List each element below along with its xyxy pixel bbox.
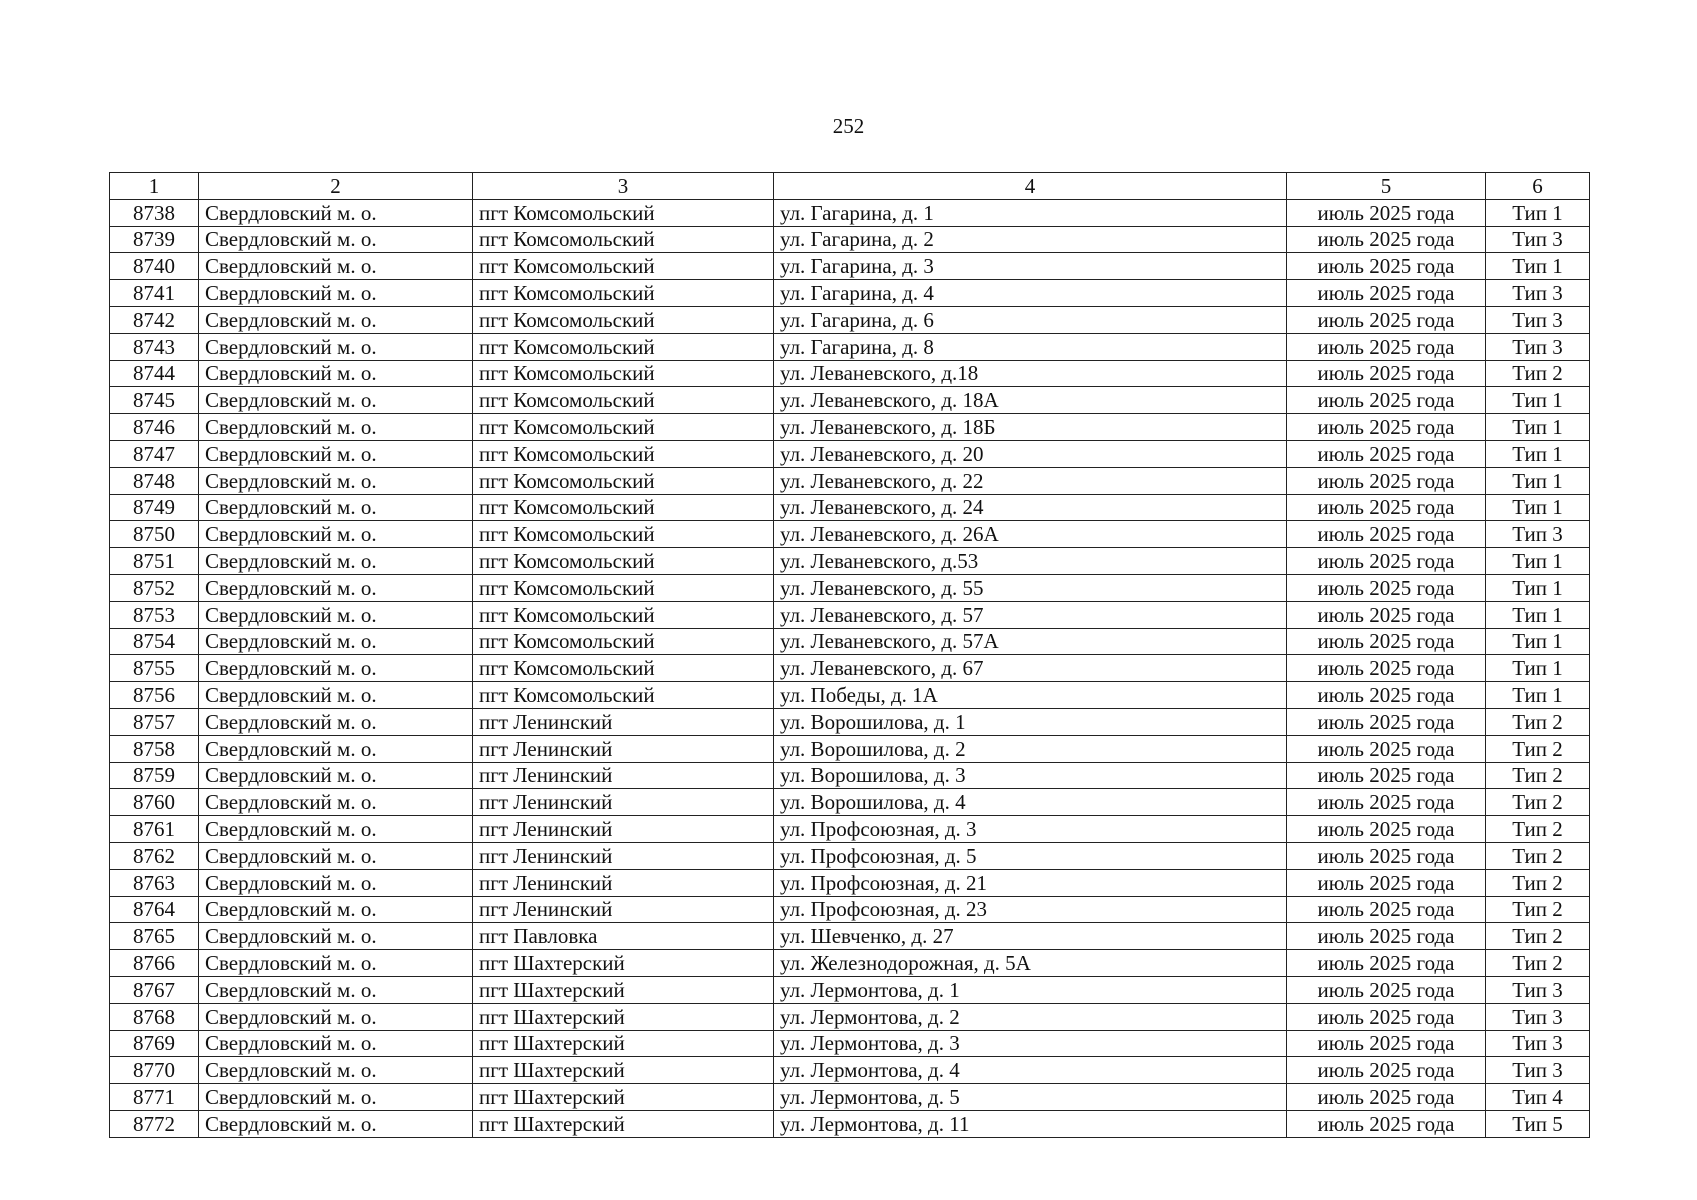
table-row [110, 655, 1590, 682]
date-cell: июль 2025 года [1287, 1110, 1486, 1137]
table-row [110, 574, 1590, 601]
column-header-6: 6 [1486, 173, 1590, 200]
date-cell: июль 2025 года [1287, 387, 1486, 414]
date-cell: июль 2025 года [1287, 1057, 1486, 1084]
row-number-cell: 8750 [110, 521, 199, 548]
column-header-1: 1 [110, 173, 199, 200]
settlement-cell: пгт Комсомольский [473, 440, 774, 467]
table-row [110, 521, 1590, 548]
row-number-cell: 8758 [110, 735, 199, 762]
row-number-cell: 8771 [110, 1084, 199, 1111]
date-cell: июль 2025 года [1287, 950, 1486, 977]
district-cell: Свердловский м. о. [199, 896, 473, 923]
type-cell: Тип 1 [1486, 655, 1590, 682]
settlement-cell: пгт Павловка [473, 923, 774, 950]
table-row [110, 226, 1590, 253]
address-cell: ул. Лермонтова, д. 3 [774, 1030, 1287, 1057]
row-number-cell: 8738 [110, 199, 199, 226]
settlement-cell: пгт Шахтерский [473, 1084, 774, 1111]
address-cell: ул. Ворошилова, д. 2 [774, 735, 1287, 762]
column-header-2: 2 [199, 173, 473, 200]
district-cell: Свердловский м. о. [199, 360, 473, 387]
address-cell: ул. Лермонтова, д. 1 [774, 976, 1287, 1003]
address-cell: ул. Ворошилова, д. 4 [774, 789, 1287, 816]
address-cell: ул. Гагарина, д. 2 [774, 226, 1287, 253]
type-cell: Тип 2 [1486, 789, 1590, 816]
settlement-cell: пгт Ленинский [473, 896, 774, 923]
page-number: 252 [832, 114, 865, 138]
settlement-cell: пгт Комсомольский [473, 387, 774, 414]
date-cell: июль 2025 года [1287, 199, 1486, 226]
type-cell: Тип 1 [1486, 467, 1590, 494]
date-cell: июль 2025 года [1287, 842, 1486, 869]
date-cell: июль 2025 года [1287, 869, 1486, 896]
district-cell: Свердловский м. о. [199, 869, 473, 896]
date-cell: июль 2025 года [1287, 708, 1486, 735]
address-cell: ул. Леваневского, д. 57А [774, 628, 1287, 655]
row-number-cell: 8751 [110, 548, 199, 575]
address-cell: ул. Гагарина, д. 4 [774, 280, 1287, 307]
table-row [110, 494, 1590, 521]
table-row [110, 923, 1590, 950]
date-cell: июль 2025 года [1287, 976, 1486, 1003]
row-number-cell: 8740 [110, 253, 199, 280]
date-cell: июль 2025 года [1287, 1030, 1486, 1057]
type-cell: Тип 1 [1486, 199, 1590, 226]
type-cell: Тип 3 [1486, 976, 1590, 1003]
type-cell: Тип 1 [1486, 682, 1590, 709]
table-row [110, 896, 1590, 923]
table-row [110, 1084, 1590, 1111]
address-cell: ул. Леваневского, д. 57 [774, 601, 1287, 628]
settlement-cell: пгт Ленинский [473, 789, 774, 816]
row-number-cell: 8745 [110, 387, 199, 414]
table-row [110, 976, 1590, 1003]
address-cell: ул. Железнодорожная, д. 5А [774, 950, 1287, 977]
type-cell: Тип 3 [1486, 226, 1590, 253]
district-cell: Свердловский м. о. [199, 762, 473, 789]
row-number-cell: 8761 [110, 816, 199, 843]
address-cell: ул. Профсоюзная, д. 21 [774, 869, 1287, 896]
settlement-cell: пгт Комсомольский [473, 360, 774, 387]
address-cell: ул. Леваневского, д. 26А [774, 521, 1287, 548]
type-cell: Тип 3 [1486, 1057, 1590, 1084]
date-cell: июль 2025 года [1287, 1084, 1486, 1111]
district-cell: Свердловский м. о. [199, 628, 473, 655]
date-cell: июль 2025 года [1287, 494, 1486, 521]
table-row [110, 280, 1590, 307]
district-cell: Свердловский м. о. [199, 306, 473, 333]
district-cell: Свердловский м. о. [199, 601, 473, 628]
district-cell: Свердловский м. о. [199, 548, 473, 575]
address-cell: ул. Профсоюзная, д. 3 [774, 816, 1287, 843]
table-row [110, 440, 1590, 467]
type-cell: Тип 2 [1486, 842, 1590, 869]
address-cell: ул. Леваневского, д. 18Б [774, 414, 1287, 441]
district-cell: Свердловский м. о. [199, 682, 473, 709]
district-cell: Свердловский м. о. [199, 1030, 473, 1057]
district-cell: Свердловский м. о. [199, 789, 473, 816]
settlement-cell: пгт Шахтерский [473, 1030, 774, 1057]
settlement-cell: пгт Комсомольский [473, 226, 774, 253]
district-cell: Свердловский м. о. [199, 655, 473, 682]
type-cell: Тип 2 [1486, 950, 1590, 977]
settlement-cell: пгт Комсомольский [473, 414, 774, 441]
row-number-cell: 8754 [110, 628, 199, 655]
table-row [110, 1110, 1590, 1137]
table-row [110, 199, 1590, 226]
type-cell: Тип 3 [1486, 1030, 1590, 1057]
table-row [110, 467, 1590, 494]
address-cell: ул. Профсоюзная, д. 23 [774, 896, 1287, 923]
date-cell: июль 2025 года [1287, 467, 1486, 494]
row-number-cell: 8765 [110, 923, 199, 950]
date-cell: июль 2025 года [1287, 333, 1486, 360]
district-cell: Свердловский м. о. [199, 226, 473, 253]
type-cell: Тип 2 [1486, 762, 1590, 789]
table-row [110, 387, 1590, 414]
table-row [110, 1030, 1590, 1057]
row-number-cell: 8742 [110, 306, 199, 333]
table-row [110, 950, 1590, 977]
row-number-cell: 8746 [110, 414, 199, 441]
address-cell: ул. Лермонтова, д. 5 [774, 1084, 1287, 1111]
date-cell: июль 2025 года [1287, 226, 1486, 253]
settlement-cell: пгт Комсомольский [473, 467, 774, 494]
date-cell: июль 2025 года [1287, 682, 1486, 709]
row-number-cell: 8769 [110, 1030, 199, 1057]
type-cell: Тип 1 [1486, 628, 1590, 655]
registry-table [109, 172, 1590, 1138]
type-cell: Тип 2 [1486, 708, 1590, 735]
district-cell: Свердловский м. о. [199, 1110, 473, 1137]
settlement-cell: пгт Ленинский [473, 869, 774, 896]
date-cell: июль 2025 года [1287, 655, 1486, 682]
address-cell: ул. Лермонтова, д. 4 [774, 1057, 1287, 1084]
row-number-cell: 8752 [110, 574, 199, 601]
settlement-cell: пгт Комсомольский [473, 655, 774, 682]
settlement-cell: пгт Ленинский [473, 762, 774, 789]
row-number-cell: 8766 [110, 950, 199, 977]
settlement-cell: пгт Шахтерский [473, 976, 774, 1003]
address-cell: ул. Ворошилова, д. 1 [774, 708, 1287, 735]
table-row [110, 682, 1590, 709]
table-row [110, 548, 1590, 575]
district-cell: Свердловский м. о. [199, 735, 473, 762]
district-cell: Свердловский м. о. [199, 414, 473, 441]
settlement-cell: пгт Комсомольский [473, 333, 774, 360]
district-cell: Свердловский м. о. [199, 280, 473, 307]
settlement-cell: пгт Комсомольский [473, 574, 774, 601]
type-cell: Тип 1 [1486, 440, 1590, 467]
type-cell: Тип 1 [1486, 548, 1590, 575]
row-number-cell: 8741 [110, 280, 199, 307]
row-number-cell: 8743 [110, 333, 199, 360]
date-cell: июль 2025 года [1287, 440, 1486, 467]
type-cell: Тип 2 [1486, 735, 1590, 762]
settlement-cell: пгт Комсомольский [473, 494, 774, 521]
settlement-cell: пгт Комсомольский [473, 682, 774, 709]
address-cell: ул. Лермонтова, д. 11 [774, 1110, 1287, 1137]
settlement-cell: пгт Комсомольский [473, 280, 774, 307]
table-row [110, 628, 1590, 655]
type-cell: Тип 4 [1486, 1084, 1590, 1111]
district-cell: Свердловский м. о. [199, 1003, 473, 1030]
type-cell: Тип 5 [1486, 1110, 1590, 1137]
row-number-cell: 8755 [110, 655, 199, 682]
settlement-cell: пгт Комсомольский [473, 521, 774, 548]
table-row [110, 1003, 1590, 1030]
date-cell: июль 2025 года [1287, 360, 1486, 387]
row-number-cell: 8772 [110, 1110, 199, 1137]
address-cell: ул. Леваневского, д. 20 [774, 440, 1287, 467]
date-cell: июль 2025 года [1287, 306, 1486, 333]
column-header-3: 3 [473, 173, 774, 200]
settlement-cell: пгт Шахтерский [473, 1057, 774, 1084]
date-cell: июль 2025 года [1287, 896, 1486, 923]
type-cell: Тип 1 [1486, 253, 1590, 280]
address-cell: ул. Гагарина, д. 8 [774, 333, 1287, 360]
date-cell: июль 2025 года [1287, 280, 1486, 307]
type-cell: Тип 2 [1486, 896, 1590, 923]
column-header-4: 4 [774, 173, 1287, 200]
district-cell: Свердловский м. о. [199, 494, 473, 521]
row-number-cell: 8770 [110, 1057, 199, 1084]
address-cell: ул. Леваневского, д. 18А [774, 387, 1287, 414]
row-number-cell: 8759 [110, 762, 199, 789]
district-cell: Свердловский м. о. [199, 708, 473, 735]
address-cell: ул. Лермонтова, д. 2 [774, 1003, 1287, 1030]
address-cell: ул. Леваневского, д.53 [774, 548, 1287, 575]
district-cell: Свердловский м. о. [199, 440, 473, 467]
table-row [110, 816, 1590, 843]
district-cell: Свердловский м. о. [199, 923, 473, 950]
district-cell: Свердловский м. о. [199, 467, 473, 494]
address-cell: ул. Леваневского, д. 55 [774, 574, 1287, 601]
type-cell: Тип 3 [1486, 1003, 1590, 1030]
date-cell: июль 2025 года [1287, 628, 1486, 655]
date-cell: июль 2025 года [1287, 762, 1486, 789]
district-cell: Свердловский м. о. [199, 253, 473, 280]
address-cell: ул. Ворошилова, д. 3 [774, 762, 1287, 789]
district-cell: Свердловский м. о. [199, 1084, 473, 1111]
date-cell: июль 2025 года [1287, 548, 1486, 575]
table-header [110, 173, 1590, 200]
district-cell: Свердловский м. о. [199, 816, 473, 843]
row-number-cell: 8744 [110, 360, 199, 387]
table-row [110, 414, 1590, 441]
address-cell: ул. Леваневского, д.18 [774, 360, 1287, 387]
settlement-cell: пгт Комсомольский [473, 628, 774, 655]
address-cell: ул. Леваневского, д. 67 [774, 655, 1287, 682]
row-number-cell: 8757 [110, 708, 199, 735]
row-number-cell: 8768 [110, 1003, 199, 1030]
settlement-cell: пгт Комсомольский [473, 601, 774, 628]
district-cell: Свердловский м. о. [199, 333, 473, 360]
table-row [110, 869, 1590, 896]
type-cell: Тип 1 [1486, 387, 1590, 414]
table-row [110, 789, 1590, 816]
address-cell: ул. Леваневского, д. 22 [774, 467, 1287, 494]
table-row [110, 708, 1590, 735]
row-number-cell: 8767 [110, 976, 199, 1003]
row-number-cell: 8739 [110, 226, 199, 253]
row-number-cell: 8760 [110, 789, 199, 816]
type-cell: Тип 3 [1486, 306, 1590, 333]
settlement-cell: пгт Ленинский [473, 816, 774, 843]
date-cell: июль 2025 года [1287, 923, 1486, 950]
row-number-cell: 8747 [110, 440, 199, 467]
row-number-cell: 8763 [110, 869, 199, 896]
settlement-cell: пгт Комсомольский [473, 253, 774, 280]
date-cell: июль 2025 года [1287, 601, 1486, 628]
type-cell: Тип 3 [1486, 333, 1590, 360]
settlement-cell: пгт Шахтерский [473, 1003, 774, 1030]
address-cell: ул. Шевченко, д. 27 [774, 923, 1287, 950]
table-row [110, 842, 1590, 869]
settlement-cell: пгт Шахтерский [473, 950, 774, 977]
date-cell: июль 2025 года [1287, 789, 1486, 816]
table-row [110, 306, 1590, 333]
table-row [110, 360, 1590, 387]
type-cell: Тип 2 [1486, 869, 1590, 896]
settlement-cell: пгт Ленинский [473, 735, 774, 762]
row-number-cell: 8753 [110, 601, 199, 628]
type-cell: Тип 2 [1486, 360, 1590, 387]
settlement-cell: пгт Ленинский [473, 708, 774, 735]
type-cell: Тип 1 [1486, 574, 1590, 601]
address-cell: ул. Гагарина, д. 6 [774, 306, 1287, 333]
district-cell: Свердловский м. о. [199, 199, 473, 226]
table-row [110, 1057, 1590, 1084]
settlement-cell: пгт Комсомольский [473, 548, 774, 575]
date-cell: июль 2025 года [1287, 253, 1486, 280]
date-cell: июль 2025 года [1287, 574, 1486, 601]
address-cell: ул. Гагарина, д. 3 [774, 253, 1287, 280]
type-cell: Тип 2 [1486, 923, 1590, 950]
row-number-cell: 8749 [110, 494, 199, 521]
table-row [110, 253, 1590, 280]
table-row [110, 762, 1590, 789]
district-cell: Свердловский м. о. [199, 950, 473, 977]
type-cell: Тип 1 [1486, 601, 1590, 628]
district-cell: Свердловский м. о. [199, 1057, 473, 1084]
settlement-cell: пгт Комсомольский [473, 199, 774, 226]
column-header-5: 5 [1287, 173, 1486, 200]
row-number-cell: 8764 [110, 896, 199, 923]
address-cell: ул. Гагарина, д. 1 [774, 199, 1287, 226]
table-row [110, 735, 1590, 762]
type-cell: Тип 3 [1486, 521, 1590, 548]
type-cell: Тип 2 [1486, 816, 1590, 843]
date-cell: июль 2025 года [1287, 816, 1486, 843]
date-cell: июль 2025 года [1287, 1003, 1486, 1030]
date-cell: июль 2025 года [1287, 521, 1486, 548]
table-body [110, 199, 1590, 1137]
address-cell: ул. Победы, д. 1А [774, 682, 1287, 709]
table-row [110, 601, 1590, 628]
type-cell: Тип 1 [1486, 414, 1590, 441]
district-cell: Свердловский м. о. [199, 574, 473, 601]
settlement-cell: пгт Комсомольский [473, 306, 774, 333]
settlement-cell: пгт Шахтерский [473, 1110, 774, 1137]
address-cell: ул. Леваневского, д. 24 [774, 494, 1287, 521]
district-cell: Свердловский м. о. [199, 842, 473, 869]
row-number-cell: 8762 [110, 842, 199, 869]
district-cell: Свердловский м. о. [199, 521, 473, 548]
table-row [110, 333, 1590, 360]
type-cell: Тип 3 [1486, 280, 1590, 307]
header-row [110, 173, 1590, 200]
date-cell: июль 2025 года [1287, 414, 1486, 441]
address-cell: ул. Профсоюзная, д. 5 [774, 842, 1287, 869]
type-cell: Тип 1 [1486, 494, 1590, 521]
date-cell: июль 2025 года [1287, 735, 1486, 762]
row-number-cell: 8748 [110, 467, 199, 494]
row-number-cell: 8756 [110, 682, 199, 709]
district-cell: Свердловский м. о. [199, 976, 473, 1003]
district-cell: Свердловский м. о. [199, 387, 473, 414]
settlement-cell: пгт Ленинский [473, 842, 774, 869]
